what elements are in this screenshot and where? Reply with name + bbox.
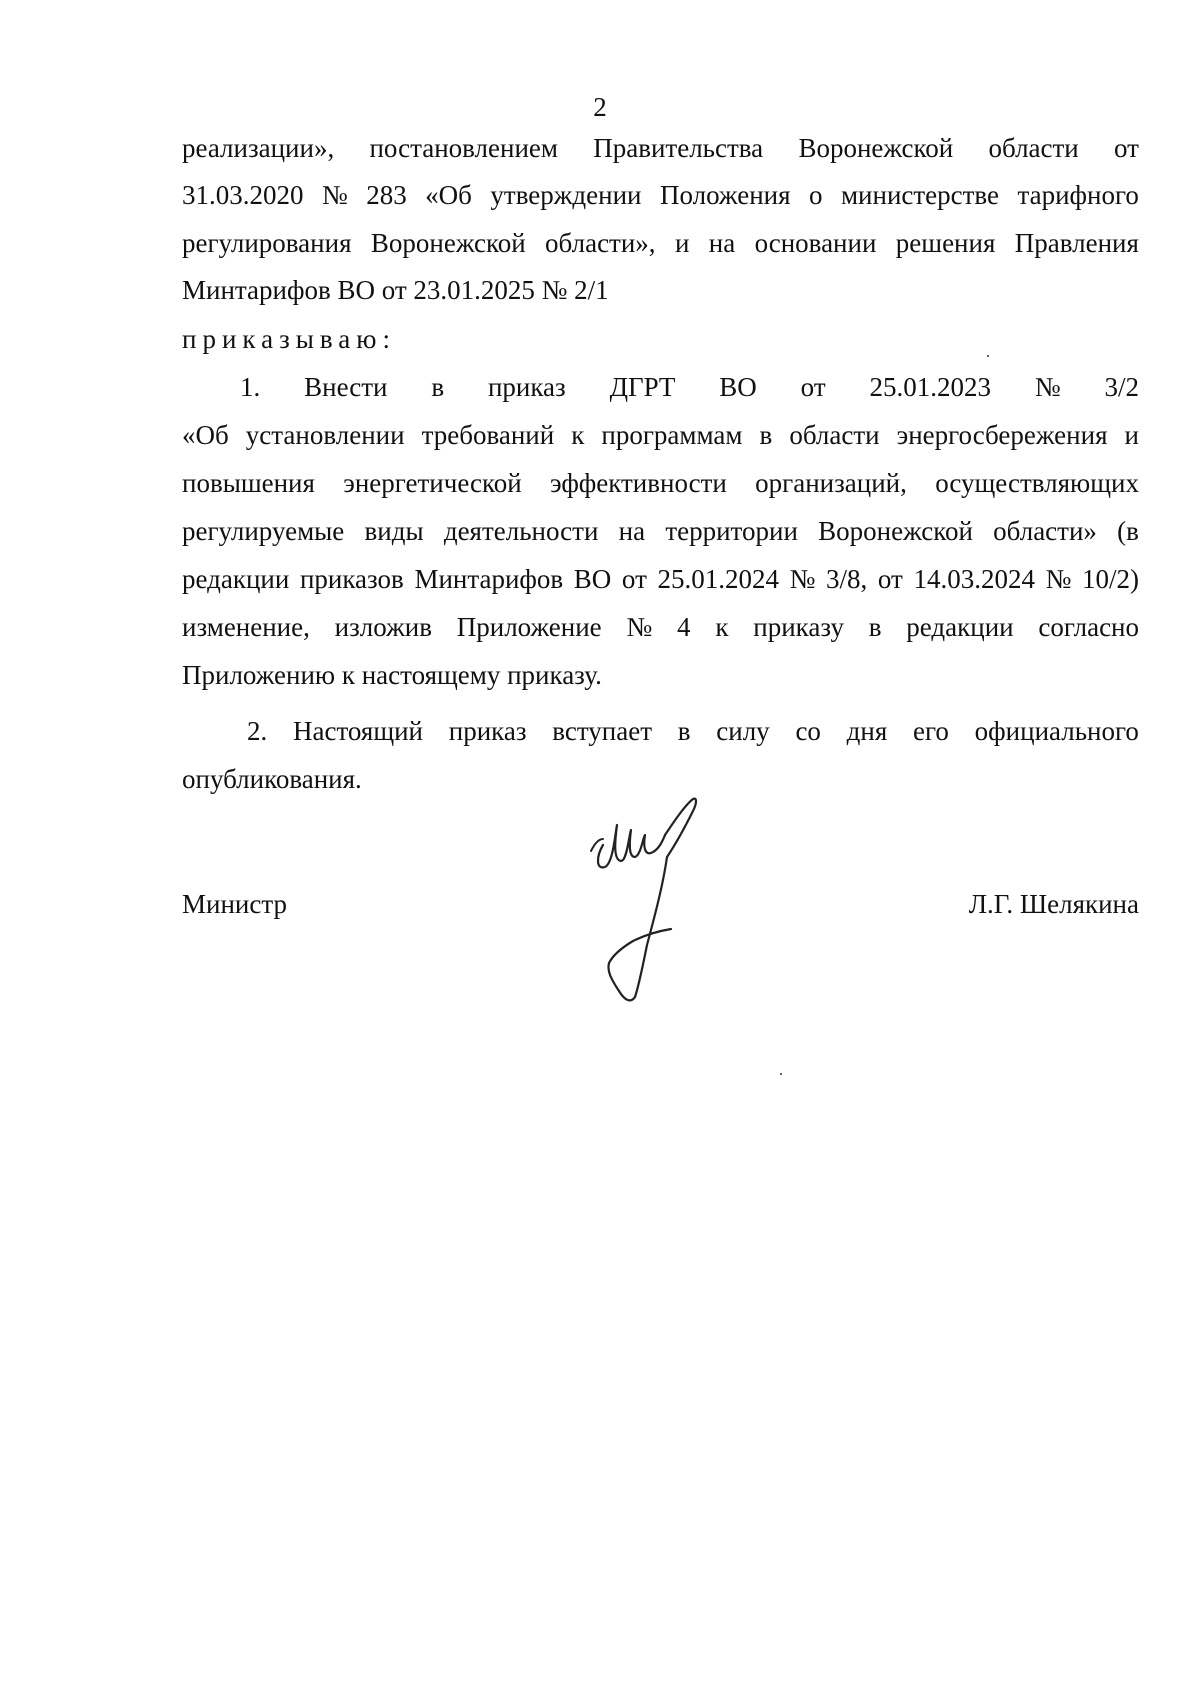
word: к [715, 612, 729, 642]
word: «Об [425, 180, 472, 210]
word: к [571, 420, 585, 450]
word: № [1045, 564, 1072, 594]
word: Правительства [593, 133, 764, 163]
word: программам [601, 420, 743, 450]
intro-line-4: Минтарифов ВО от 23.01.2025 № 2/1 [182, 275, 609, 305]
word: энергосбережения [896, 420, 1108, 450]
word: № [789, 564, 816, 594]
word: 4 [677, 612, 691, 642]
word: № [321, 180, 348, 210]
word: редакции [906, 612, 1014, 642]
item1-line-2 [182, 418, 1139, 452]
word: решения [895, 228, 996, 258]
word: области [988, 133, 1079, 163]
item1-line-3 [182, 466, 1139, 500]
word: Воронежской [818, 516, 973, 546]
word: и [674, 228, 690, 258]
word: 283 [366, 180, 407, 210]
intro-line-1 [182, 131, 1139, 165]
word: основании [754, 228, 877, 258]
word: утверждении [490, 180, 642, 210]
word: 31.03.2020 [182, 180, 304, 210]
word: изменение, [182, 612, 310, 642]
word: установлении [245, 420, 405, 450]
word: осуществляющих [935, 468, 1139, 498]
word: приказу [753, 612, 844, 642]
word: Положения [659, 180, 791, 210]
word: регулируемые [182, 516, 345, 546]
item1-line-5 [182, 562, 1139, 596]
word: в [759, 420, 773, 450]
word: Правления [1014, 228, 1139, 258]
word: организаций, [755, 468, 907, 498]
word: (в [1117, 516, 1139, 546]
word: 10/2) [1082, 564, 1139, 594]
word: о [808, 180, 823, 210]
word: реализации», [182, 133, 335, 163]
word: со [795, 716, 821, 746]
word: Внести [304, 372, 388, 402]
word: энергетической [343, 468, 522, 498]
word: 14.03.2024 [913, 564, 1035, 594]
word: ВО [573, 564, 612, 594]
item1-line-1 [240, 370, 1139, 404]
signature-title: Министр [182, 889, 287, 919]
word: области» [993, 516, 1097, 546]
word: от [1114, 133, 1139, 163]
word: тарифного [1017, 180, 1139, 210]
page-number: 2 [593, 92, 607, 122]
word: от [877, 564, 903, 594]
word: от [800, 372, 826, 402]
intro-line-3 [182, 226, 1139, 260]
item2-line-1 [247, 714, 1139, 748]
word: регулирования [182, 228, 352, 258]
word: эффективности [549, 468, 727, 498]
word: от [621, 564, 647, 594]
item1-line-7: Приложению к настоящему приказу. [182, 660, 602, 690]
item1-line-6 [182, 610, 1139, 644]
word: области [789, 420, 880, 450]
word: приказов [299, 564, 404, 594]
word: приказ [448, 716, 527, 746]
word: его [913, 716, 949, 746]
word: 3/2 [1104, 372, 1139, 402]
order-word: приказываю: [182, 324, 396, 354]
word: повышения [182, 468, 315, 498]
word: редакции [182, 564, 290, 594]
word: ВО [719, 372, 757, 402]
word: 25.01.2024 [657, 564, 779, 594]
word: деятельности [443, 516, 599, 546]
word: 25.01.2023 [869, 372, 991, 402]
word: в [431, 372, 445, 402]
word: силу [716, 716, 770, 746]
word: Настоящий [293, 716, 424, 746]
word: и [1124, 420, 1139, 450]
word: официального [974, 716, 1139, 746]
word: Воронежской [798, 133, 954, 163]
word: 3/8, [826, 564, 868, 594]
word: в [868, 612, 882, 642]
word: на [708, 228, 736, 258]
word: вступает [552, 716, 653, 746]
speck [780, 1073, 782, 1075]
word: требований [421, 420, 555, 450]
word: 1. [240, 372, 261, 402]
word: Воронежской [370, 228, 526, 258]
word: дня [846, 716, 888, 746]
word: территории [665, 516, 798, 546]
item2-line-2: опубликования. [182, 764, 362, 794]
word: в [677, 716, 691, 746]
handwritten-signature [585, 795, 745, 1005]
word: ДГРТ [609, 372, 676, 402]
word: на [618, 516, 646, 546]
word: изложив [334, 612, 432, 642]
word: Приложение [456, 612, 602, 642]
word: Минтарифов [414, 564, 564, 594]
item1-line-4 [182, 514, 1139, 548]
signature-name: Л.Г. Шелякина [968, 889, 1139, 919]
word: постановлением [369, 133, 558, 163]
word: «Об [182, 420, 229, 450]
word: согласно [1038, 612, 1139, 642]
word: виды [364, 516, 424, 546]
speck [987, 355, 989, 357]
intro-line-2 [182, 178, 1139, 212]
word: приказ [487, 372, 566, 402]
word: № [1034, 372, 1061, 402]
word: 2. [247, 716, 268, 746]
word: области», [545, 228, 656, 258]
word: министерстве [840, 180, 1000, 210]
word: № [626, 612, 653, 642]
